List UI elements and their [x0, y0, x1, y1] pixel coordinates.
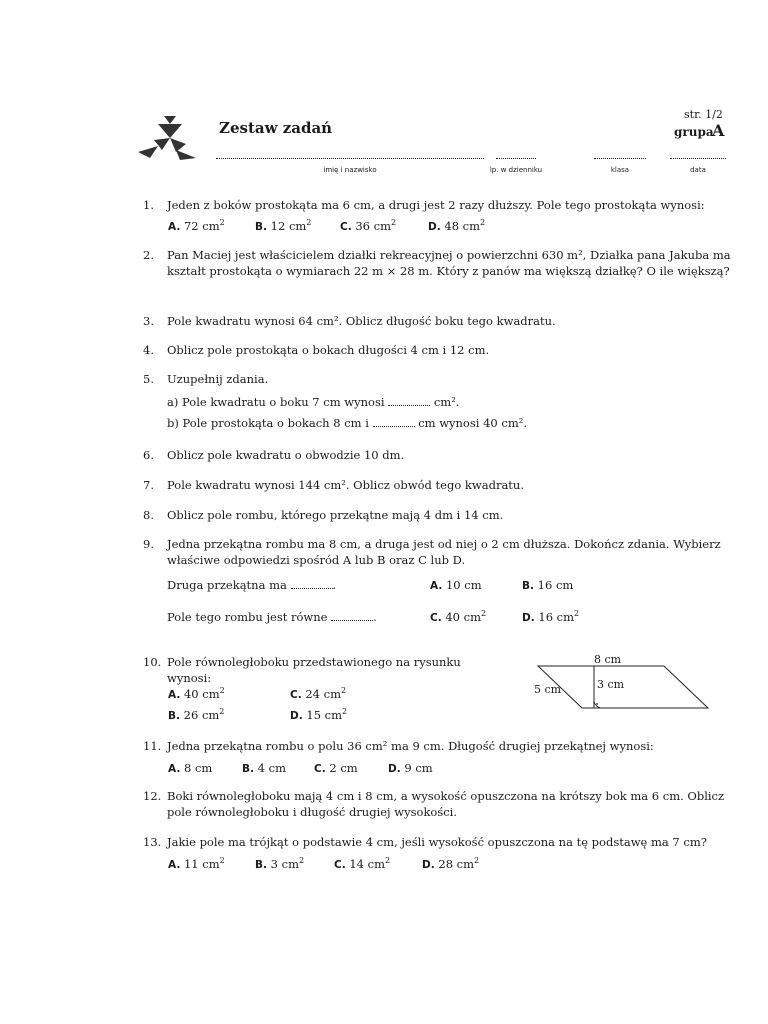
- figure-height-label: 3 cm: [597, 678, 625, 691]
- q9-blank-2[interactable]: [331, 612, 373, 621]
- q11-option-d[interactable]: D. 9 cm: [388, 761, 433, 775]
- q1-option-b[interactable]: B. 12 $cm^2$: [255, 218, 312, 233]
- q13-option-b[interactable]: B. 3 $cm^2$: [255, 856, 305, 871]
- figure-top-label: 8 cm: [594, 653, 622, 666]
- q10-option-c[interactable]: C. 24 $cm^2$: [290, 686, 347, 701]
- number-field[interactable]: [496, 158, 536, 159]
- q5-blank-a[interactable]: [388, 397, 430, 406]
- q13-option-d[interactable]: D. 28 $cm^2$: [422, 856, 480, 871]
- q1-option-c[interactable]: C. 36 $cm^2$: [340, 218, 397, 233]
- q9-option-b[interactable]: B. 16 cm: [522, 578, 574, 592]
- q9-line-2: Pole tego rombu jest równe .: [167, 610, 377, 624]
- q9-option-c[interactable]: C. 40 $cm^2$: [430, 609, 487, 624]
- q13-option-c[interactable]: C. 14 $cm^2$: [334, 856, 391, 871]
- q9-line-1: Druga przekątna ma .: [167, 578, 337, 592]
- class-field-label: klasa: [610, 166, 630, 174]
- q11-option-c[interactable]: C. 2 cm: [314, 761, 358, 775]
- q5-sentence-a: a) Pole kwadratu o boku 7 cm wynosi cm².: [167, 395, 460, 409]
- q10-option-b[interactable]: B. 26 $cm^2$: [168, 707, 225, 722]
- q5-sentence-b: b) Pole prostokąta o bokach 8 cm i cm wynosi 40 cm².: [167, 416, 527, 430]
- q10-option-d[interactable]: D. 15 $cm^2$: [290, 707, 348, 722]
- q5-blank-b[interactable]: [373, 418, 415, 427]
- q11-option-b[interactable]: B. 4 cm: [242, 761, 286, 775]
- logo-icon: [136, 114, 198, 164]
- q9-blank-1[interactable]: [291, 580, 333, 589]
- class-field[interactable]: [594, 158, 646, 159]
- page-title: Zestaw zadań: [219, 119, 333, 137]
- date-field-label: data: [690, 166, 706, 174]
- date-field[interactable]: [670, 158, 726, 159]
- group-label: grupa: [674, 125, 714, 139]
- q13-option-a[interactable]: A. 11 $cm^2$: [168, 856, 225, 871]
- q1-option-a[interactable]: A. 72 $cm^2$: [168, 218, 225, 233]
- number-field-label: lp. w dzienniku: [489, 166, 543, 174]
- group-value: A: [712, 121, 725, 140]
- parallelogram-icon: [528, 652, 728, 712]
- figure-side-label: 5 cm: [534, 683, 562, 696]
- q10-option-a[interactable]: A. 40 $cm^2$: [168, 686, 225, 701]
- page-number: str. 1/2: [684, 108, 723, 121]
- name-field[interactable]: [216, 158, 484, 159]
- q1-option-d[interactable]: D. 48 $cm^2$: [428, 218, 486, 233]
- name-field-label: imię i nazwisko: [323, 166, 377, 174]
- q11-option-a[interactable]: A. 8 cm: [168, 761, 213, 775]
- q9-option-a[interactable]: A. 10 cm: [430, 578, 482, 592]
- q9-option-d[interactable]: D. 16 $cm^2$: [522, 609, 580, 624]
